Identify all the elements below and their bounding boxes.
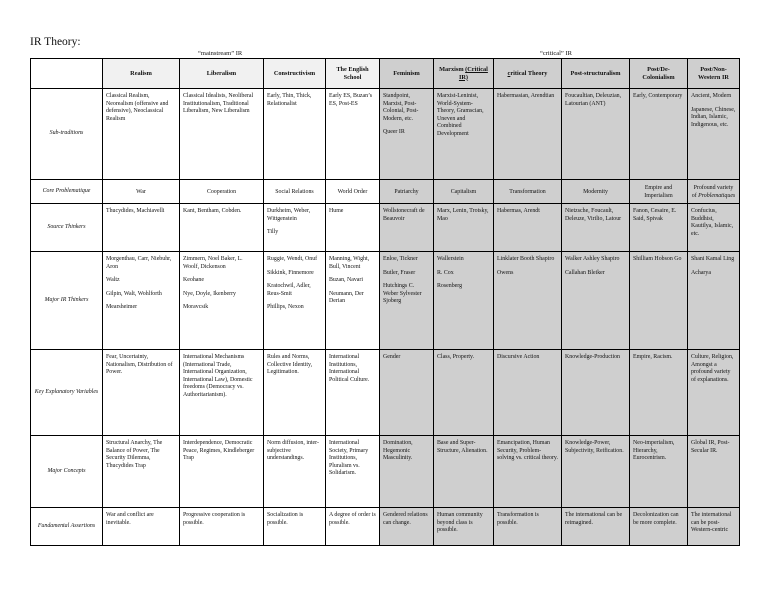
cell-text: Fear, Uncertainty, Nationalism, Distribution of Power.: [106, 354, 173, 376]
cell-text: R. Cox: [437, 269, 454, 276]
column-header-constructivism: Constructivism: [264, 59, 326, 89]
cell-text: Classical Idealists, Neoliberal Institutionalism, Traditional Liberalism, New Liberalism: [183, 93, 254, 115]
cell-text: Emancipation, Human Security, Problem-solving vs. critical theory.: [497, 440, 558, 462]
cell-text: Rosenberg: [437, 283, 463, 290]
cell-text: Walker Ashley Shapiro: [565, 256, 620, 262]
cell-text: The international can be post-Western-centric: [691, 512, 732, 534]
row-major-ir-thinkers: [31, 252, 740, 350]
cell-text: Moravcsik: [183, 304, 209, 311]
column-header-liberalism: Liberalism: [180, 59, 264, 89]
row-major-concepts: [31, 436, 740, 508]
column-header-critical-theory-underlined: c: [507, 69, 511, 77]
cell-text: Buzan, Navari: [329, 277, 364, 284]
row-key-explanatory-variables: [31, 350, 740, 436]
cell-text: Knowledge-Power, Subjectivity, Reification.: [565, 440, 624, 454]
cell-text: The international can be reimagined.: [565, 512, 623, 526]
cell-text: Fanon, Cesaire, E. Said, Spivak: [633, 208, 677, 222]
cell-text: Norm diffusion, inter-subjective understandings.: [267, 440, 319, 462]
table-cell: [180, 350, 264, 436]
column-header-realism: Realism: [103, 59, 180, 89]
mainstream-group-label: “mainstream” IR: [198, 50, 243, 57]
table-cell: [494, 508, 562, 546]
cell-text: Nye, Doyle, Ikenberry: [183, 290, 236, 297]
table-cell: [494, 436, 562, 508]
table-cell: [380, 350, 434, 436]
cell-text: Thucydides, Machiavelli: [106, 208, 165, 214]
cell-text: Habermas, Arendt: [497, 208, 540, 214]
table-cell: [688, 180, 740, 204]
cell-text: Ruggie, Wendt, Onuf: [267, 256, 318, 262]
cell-text: Decolonization can be more complete.: [633, 512, 679, 526]
column-header-post-structuralism: Post-structuralism: [562, 59, 630, 89]
table-cell: [180, 204, 264, 252]
table-cell: [380, 252, 434, 350]
table-cell: [180, 252, 264, 350]
row-header-fundamental-assertions: Fundamental Assertions: [31, 508, 103, 546]
cell-text: Gender: [383, 354, 401, 360]
table-cell: [380, 180, 434, 204]
column-header-critical-theory-text: ritical Theory: [510, 69, 548, 77]
cell-text: War and conflict are inevitable.: [106, 512, 154, 526]
table-cell: [326, 180, 380, 204]
row-sub-traditions: [31, 89, 740, 180]
cell-text: Gendered relations can change.: [383, 512, 428, 526]
cell-text: World Order: [337, 188, 368, 195]
cell-text: Habermasian, Arendtian: [497, 93, 555, 99]
row-fundamental-assertions: [31, 508, 740, 546]
cell-text: Transformation is possible.: [497, 512, 539, 526]
cell-text: Neumann, Der Derian: [329, 290, 364, 305]
document-title: IR Theory:: [30, 36, 81, 48]
row-header-major-concepts: Major Concepts: [31, 436, 103, 508]
table-cell: [264, 204, 326, 252]
table-cell: [434, 180, 494, 204]
table-cell: [494, 204, 562, 252]
corner-cell: [31, 59, 103, 89]
cell-text: Wallerstein: [437, 256, 464, 262]
cell-text: Acharya: [691, 269, 711, 276]
row-header-major-ir-thinkers: Major IR Thinkers: [31, 252, 103, 350]
cell-text: Base and Super-Structure, Alienation.: [437, 440, 488, 454]
cell-text: Linklater Booth Shapiro: [497, 256, 555, 262]
table-cell: [434, 350, 494, 436]
cell-text: Neo-imperialism, Hierarchy, Eurocentrism.: [633, 440, 675, 462]
cell-text: War: [136, 188, 146, 195]
cell-text: Interdependence, Democratic Peace, Regimes, Kindleberger Trap: [183, 440, 255, 462]
table-cell: [494, 252, 562, 350]
table-cell: [688, 204, 740, 252]
cell-text: Rules and Norms, Collective Identity, Legitimation.: [267, 354, 313, 376]
table-cell: [264, 89, 326, 180]
ir-theory-table: [30, 58, 740, 546]
cell-text: Ancient, Modern: [691, 93, 732, 99]
cell-text: Socialization is possible.: [267, 512, 304, 526]
table-cell: [562, 204, 630, 252]
cell-text: Durkheim, Weber, Wittgenstein: [267, 208, 311, 222]
column-header-marxism: [434, 59, 494, 89]
table-cell: [103, 508, 180, 546]
cell-text: Shani Kamal Ling: [691, 256, 735, 262]
table-cell: [103, 204, 180, 252]
cell-text: International Mechanisms (International Trade, International Organization, International Law), Domestic freedoms (Democracy vs. Authoritarianism).: [183, 354, 253, 398]
cell-text: Callahan Bleiker: [565, 269, 605, 276]
table-cell: [264, 252, 326, 350]
table-cell: [630, 252, 688, 350]
table-cell: [562, 180, 630, 204]
table-cell: [562, 252, 630, 350]
table-cell: [434, 204, 494, 252]
table-cell: [688, 252, 740, 350]
row-header-key-explanatory-variables: Key Explanatory Variables: [31, 350, 103, 436]
table-cell: [180, 436, 264, 508]
cell-text: Structural Anarchy, The Balance of Power, The Security Dilemma, Thucydides Trap: [106, 440, 163, 469]
table-cell: [326, 508, 380, 546]
cell-text: Patriarchy: [394, 188, 419, 195]
column-header-marxism-underlined: (Critical IR): [458, 66, 488, 81]
cell-text: Hutchings C. Weber Sylvester Sjoberg: [383, 283, 422, 305]
column-header-english-school: The English School: [326, 59, 380, 89]
table-cell: [688, 436, 740, 508]
table-cell: [562, 350, 630, 436]
cell-text: Social Relations: [275, 188, 314, 195]
table-cell: [326, 89, 380, 180]
table-cell: [630, 89, 688, 180]
cell-text: Nietzsche, Foucault, Deleuze, Virilio, Latour: [565, 208, 622, 222]
table-cell: [494, 180, 562, 204]
cell-text: Phillips, Nexon: [267, 304, 304, 311]
table-cell: [264, 436, 326, 508]
cell-text: Sikkink, Finnemore: [267, 269, 314, 276]
table-cell: [180, 508, 264, 546]
row-header-source-thinkers: Source Thinkers: [31, 204, 103, 252]
cell-text: Queer IR: [383, 129, 405, 136]
table-cell: [688, 89, 740, 180]
table-cell: [180, 89, 264, 180]
cell-text: Classical Realism, Neorealism (offensive and defensive), Neoclassical Realism: [106, 93, 169, 122]
row-core-problematique: [31, 180, 740, 204]
table-cell: [326, 252, 380, 350]
cell-text: Zimmern, Noel Baker, L. Woolf, Dickenson: [183, 256, 243, 270]
cell-text: Manning, Wight, Bull, Vincent: [329, 256, 370, 270]
column-header-post-non-western-ir: Post/Non-Western IR: [688, 59, 740, 89]
cell-text: Standpoint, Marxist, Post-Colonial, Post-Modern, etc.: [383, 93, 419, 122]
cell-text: Global IR, Post-Secular IR.: [691, 440, 730, 454]
table-cell: [103, 350, 180, 436]
table-cell: [494, 350, 562, 436]
cell-text: Waltz: [106, 277, 120, 284]
cell-text: Empire and Imperialism: [644, 184, 673, 199]
cell-text: Marxist-Leninist, World-System-Theory, Gramscian, Uneven and Combined Development: [437, 93, 484, 137]
cell-text: Japanese, Chinese, Indian, Islamic, Indigenous, etc.: [691, 106, 736, 128]
cell-text: Transformation: [509, 188, 546, 195]
table-cell: [264, 350, 326, 436]
cell-text: Knowledge-Production: [565, 354, 620, 360]
table-cell: [103, 436, 180, 508]
cell-text: Hume: [329, 208, 344, 214]
cell-text: Domination, Hegemonic Masculinity.: [383, 440, 413, 462]
cell-text: Keohane: [183, 277, 204, 284]
cell-text: Morgenthau, Carr, Niebuhr, Aron: [106, 256, 172, 270]
table-cell: [434, 252, 494, 350]
cell-text: Cooperation: [206, 188, 237, 195]
cell-text: International Society, Primary Institutions, Pluralism vs. Solidarism.: [329, 440, 369, 477]
row-source-thinkers: [31, 204, 740, 252]
table-cell: [630, 436, 688, 508]
table-cell: [380, 204, 434, 252]
cell-text: Gilpin, Walt, Wohlforth: [106, 290, 162, 297]
table-cell: [434, 508, 494, 546]
table-cell: [326, 436, 380, 508]
table-cell: [688, 508, 740, 546]
cell-text: International Institutions, International Political Culture.: [329, 354, 370, 383]
table-cell: [264, 180, 326, 204]
cell-text: Early, Contemporary: [633, 93, 683, 99]
cell-text: Discursive Action: [497, 354, 540, 360]
cell-text: Owens: [497, 269, 514, 276]
table-cell: [103, 180, 180, 204]
cell-text: Empire, Racism.: [633, 354, 673, 360]
table-cell: [562, 508, 630, 546]
row-header-core-problematique: Core Problematique: [31, 180, 103, 204]
cell-text: Butler, Fraser: [383, 269, 416, 276]
cell-text: Shilliam Hobson Go: [633, 256, 682, 262]
cell-text: Marx, Lenin, Trotsky, Mao: [437, 208, 489, 222]
cell-text: Kratochwil, Adler, Reus-Smit: [267, 283, 311, 297]
table-cell: [264, 508, 326, 546]
table-cell: [103, 89, 180, 180]
table-cell: [434, 436, 494, 508]
cell-text: Capitalism: [450, 188, 477, 195]
column-header-post-de-colonialism: Post/De-Colonialism: [630, 59, 688, 89]
table-cell: [434, 89, 494, 180]
cell-text: Class, Property.: [437, 354, 475, 360]
cell-text: Human community beyond class is possible.: [437, 512, 483, 534]
cell-text: Profound variety of: [691, 184, 734, 199]
cell-text: Kant, Bentham, Cobden.: [183, 208, 242, 214]
cell-text: Mearsheimer: [106, 304, 138, 311]
cell-text: Culture, Religion, Amongst a profound variety of explanations.: [691, 354, 734, 383]
table-cell: [180, 180, 264, 204]
table-cell: [494, 89, 562, 180]
table-cell: [103, 252, 180, 350]
table-cell: [326, 204, 380, 252]
row-header-sub-traditions: Sub-traditions: [31, 89, 103, 180]
table-cell: [630, 350, 688, 436]
table-cell: [630, 508, 688, 546]
table-cell: [562, 89, 630, 180]
column-header-feminism: Feminism: [380, 59, 434, 89]
cell-text: Early, Thin, Thick, Relationalist: [267, 93, 312, 107]
column-header-marxism-text: Marxism: [439, 66, 466, 74]
cell-text: Confucius, Buddhist, Kautilya, Islamic, etc.: [691, 208, 734, 237]
cell-text: Progressive cooperation is possible.: [183, 512, 246, 526]
table-cell: [380, 508, 434, 546]
table-cell: [630, 180, 688, 204]
cell-text: Early ES, Buzan’s ES, Post-ES: [329, 93, 373, 107]
table-cell: [688, 350, 740, 436]
cell-text: Foucaultian, Deleuzian, Latourian (ANT): [565, 93, 622, 107]
table-cell: [562, 436, 630, 508]
cell-text: A degree of order is possible.: [329, 512, 376, 526]
critical-group-label: “critical” IR: [540, 50, 572, 57]
table-cell: [380, 436, 434, 508]
cell-text: Tilly: [267, 229, 279, 236]
table-cell: [326, 350, 380, 436]
cell-text: Wollstonecraft de Beauvoir: [383, 208, 425, 222]
table-cell: [630, 204, 688, 252]
table-cell: [380, 89, 434, 180]
column-header-critical-theory: [494, 59, 562, 89]
cell-text: Modernity: [583, 188, 608, 195]
header-row: [31, 59, 740, 89]
cell-text: Problematiques: [698, 192, 736, 199]
cell-text: Enloe, Tickner: [383, 256, 418, 262]
